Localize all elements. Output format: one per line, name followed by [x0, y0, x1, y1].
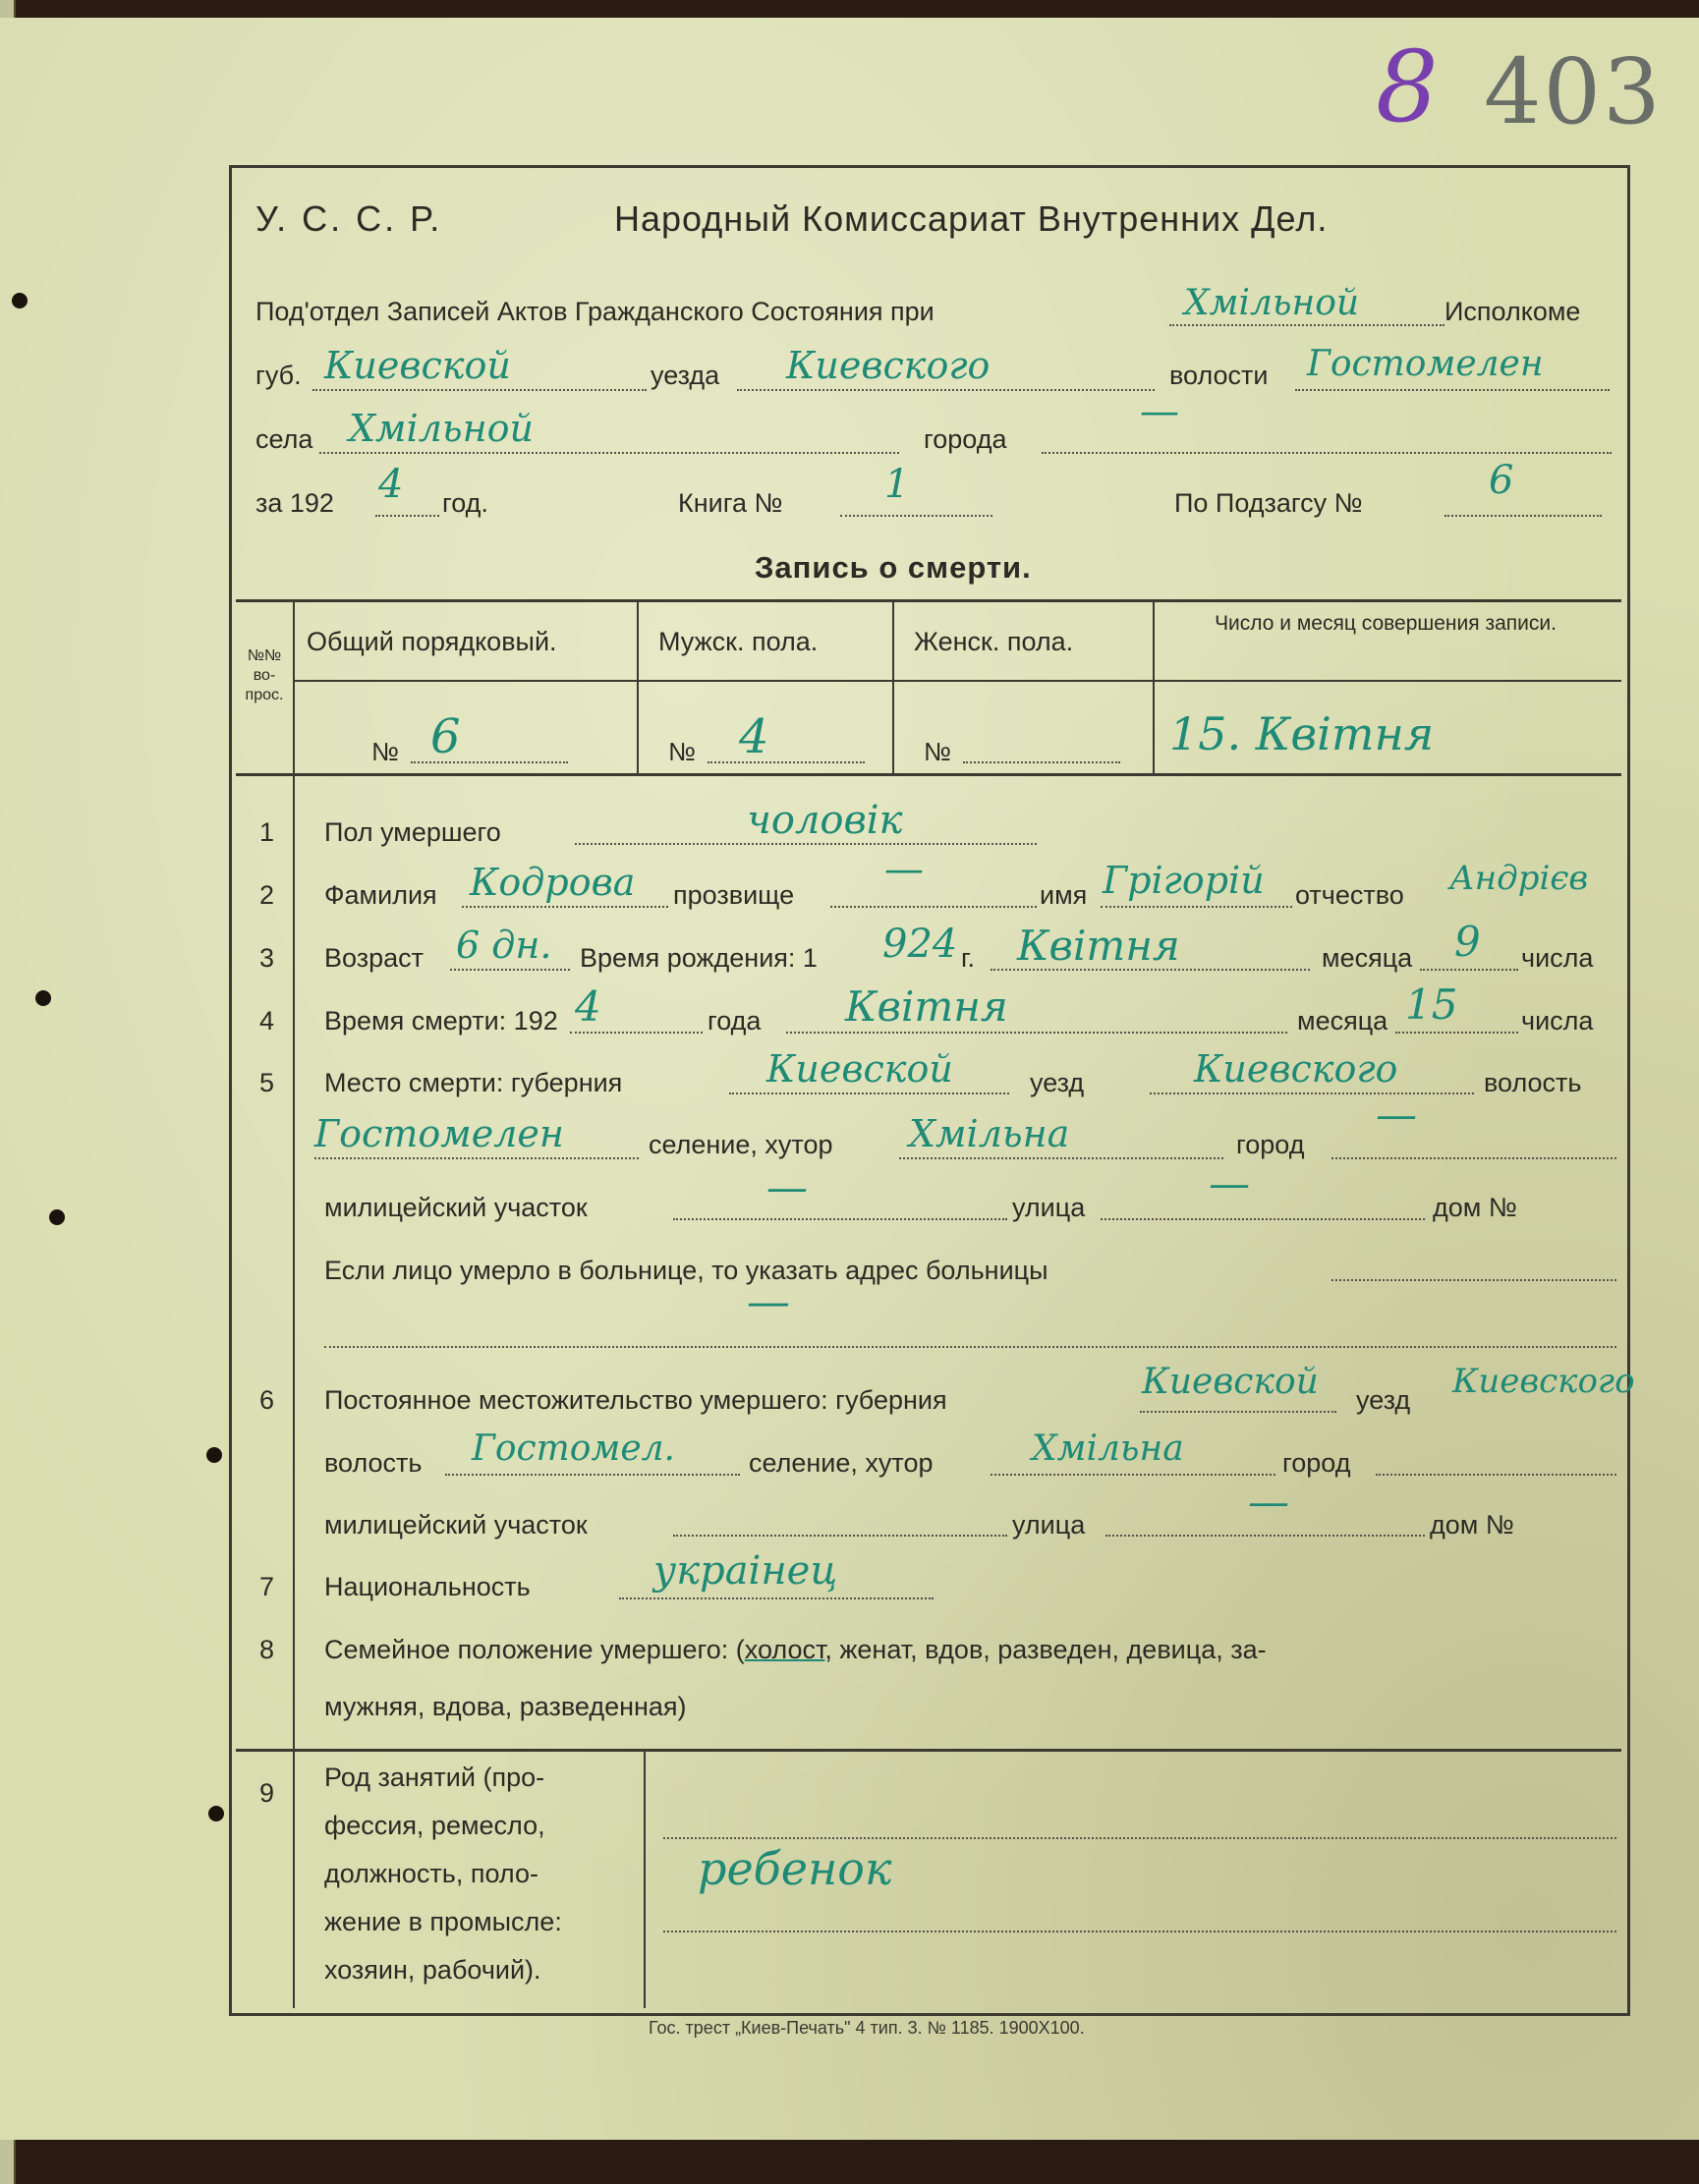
female-no-label: № — [924, 737, 951, 766]
row-number: 2 — [259, 880, 275, 910]
occupation-label-line: хозяин, рабочий). — [324, 1955, 541, 1985]
table-bottom-rule — [236, 773, 1621, 776]
res-house-label: дом № — [1430, 1510, 1514, 1540]
hospital-value: — — [747, 1277, 790, 1327]
col-nn-header: №№ во- прос. — [245, 647, 284, 703]
year-suffix: год. — [442, 488, 488, 518]
fill-line — [1150, 1092, 1474, 1094]
subsection-label: По Подзагсу № — [1174, 488, 1363, 518]
marital-status-line — [324, 1635, 1267, 1665]
fill-line — [963, 761, 1120, 763]
birth-g-label: г. — [961, 943, 976, 973]
col-total-header: Общий порядковый. — [307, 627, 557, 656]
patronymic-label: отчество — [1295, 880, 1404, 910]
fill-line — [450, 969, 570, 971]
fill-line — [673, 1535, 1007, 1537]
binding-hole — [35, 990, 51, 1006]
book-value: 1 — [884, 462, 910, 507]
birth-day: 9 — [1454, 918, 1481, 966]
surname-label: Фамилия — [324, 880, 437, 910]
fill-line — [786, 1032, 1287, 1034]
subdept-label: Под'отдел Записей Актов Гражданского Состояния при — [255, 297, 934, 326]
res-volost-label: волость — [324, 1448, 423, 1478]
fill-line — [991, 1474, 1275, 1476]
birth-label: Время рождения: 1 — [580, 943, 818, 973]
nationality-value: украінец — [653, 1548, 838, 1594]
fill-line — [1420, 969, 1518, 971]
row-number: 4 — [259, 1006, 275, 1036]
gorod-label: города — [924, 424, 1007, 454]
fill-line — [840, 515, 992, 517]
death-month: Квітня — [845, 982, 1008, 1031]
total-no-label: № — [371, 737, 399, 766]
volost-label: волость — [1484, 1068, 1582, 1097]
street-label: улица — [1012, 1193, 1086, 1222]
fill-line — [1169, 324, 1444, 326]
res-volost: Гостомел. — [472, 1428, 675, 1469]
res-city-label: город — [1282, 1448, 1351, 1478]
res-village-label: селение, хутор — [749, 1448, 934, 1478]
occupation-value: ребенок — [698, 1842, 892, 1895]
res-uezd-label: уезд — [1356, 1385, 1411, 1415]
row-number: 8 — [259, 1635, 275, 1664]
row-number: 1 — [259, 817, 275, 847]
fill-line — [1295, 389, 1610, 391]
fill-line — [729, 1092, 1009, 1094]
death-label: Время смерти: 192 — [324, 1006, 558, 1036]
fill-line — [375, 515, 439, 517]
total-value: 6 — [430, 709, 461, 764]
village-label: селение, хутор — [649, 1130, 833, 1159]
fill-line — [575, 843, 1037, 845]
residence-label: Постоянное местожительство умершего: губерния — [324, 1385, 947, 1415]
record-title: Запись о смерти. — [755, 550, 1032, 585]
nickname-value: — — [884, 847, 924, 892]
place-volost: Гостомелен — [314, 1112, 564, 1155]
uezd-label: уезда — [651, 361, 720, 390]
month-label: месяца — [1322, 943, 1413, 973]
marital-rest: , женат, вдов, разведен, девица, за- — [824, 1635, 1267, 1664]
table-col-divider — [637, 601, 639, 773]
militia-label: милицейский участок — [324, 1193, 588, 1222]
fill-line — [462, 906, 668, 908]
volost-value: Гостомелен — [1307, 344, 1544, 384]
fill-line — [445, 1474, 740, 1476]
col-female-header: Женск. пола. — [914, 627, 1074, 656]
fill-line — [619, 1597, 934, 1599]
birth-year: 924 — [882, 922, 958, 967]
res-street-value: — — [1248, 1478, 1289, 1526]
rows-num-divider — [293, 1751, 295, 2008]
day-label: числа — [1521, 943, 1594, 973]
table-header-rule — [295, 680, 1621, 682]
fill-line — [319, 452, 899, 454]
place-label: Место смерти: губерния — [324, 1068, 623, 1097]
occupation-label-line: должность, поло- — [324, 1859, 538, 1888]
male-value: 4 — [739, 709, 769, 764]
book-label: Книга № — [678, 488, 783, 518]
pencil-folio-number: 403 — [1484, 39, 1663, 144]
commissariat-title: Народный Комиссариат Внутренних Дел. — [614, 198, 1329, 239]
table-col-divider — [293, 601, 295, 773]
col-date-header: Число и месяц совершения записи. — [1215, 612, 1557, 635]
place-gub: Киевской — [766, 1047, 953, 1091]
fill-line — [899, 1157, 1223, 1159]
col-male-header: Мужск. пола. — [658, 627, 819, 656]
sex-value: чоловік — [747, 798, 903, 843]
fill-line — [1395, 1032, 1518, 1034]
subsection-value: 6 — [1489, 458, 1514, 503]
year-value: 4 — [378, 462, 404, 507]
res-gub: Киевской — [1142, 1362, 1319, 1402]
fill-line — [1140, 1411, 1336, 1413]
republic-title: У. С. С. Р. — [255, 198, 443, 239]
hospital-label: Если лицо умерло в больнице, то указать адрес больницы — [324, 1256, 1048, 1285]
age-value: 6 дн. — [456, 924, 552, 967]
occupation-top-rule — [236, 1749, 1621, 1752]
marital-label: Семейное положение умершего: ( — [324, 1635, 745, 1664]
fill-line — [324, 1346, 1616, 1348]
res-village: Хмільна — [1032, 1428, 1184, 1469]
occupation-label-line: Род занятий (про- — [324, 1763, 545, 1792]
fill-line — [663, 1837, 1616, 1839]
gorod-value: — — [1140, 389, 1179, 434]
row-number: 3 — [259, 943, 275, 973]
surname-value: Кодрова — [470, 861, 636, 904]
row-number: 5 — [259, 1068, 275, 1097]
res-uezd: Киевского — [1452, 1362, 1635, 1401]
res-street-label: улица — [1012, 1510, 1086, 1540]
marital-selected: холост — [744, 1635, 825, 1664]
nationality-label: Национальность — [324, 1572, 531, 1601]
uezd-label: уезд — [1030, 1068, 1085, 1097]
death-day: 15 — [1405, 980, 1458, 1029]
occupation-label-line: фессия, ремесло, — [324, 1811, 545, 1840]
fill-line — [1376, 1474, 1616, 1476]
fill-line — [1042, 452, 1612, 454]
uezd-value: Киевского — [786, 344, 991, 387]
fill-line — [312, 389, 647, 391]
fill-line — [1444, 515, 1602, 517]
binding-hole — [208, 1806, 224, 1821]
fill-line — [1101, 1218, 1425, 1220]
age-label: Возраст — [324, 943, 424, 973]
volost-label: волости — [1169, 361, 1269, 390]
fill-line — [663, 1931, 1616, 1932]
binding-hole — [12, 293, 28, 308]
place-uezd: Киевского — [1194, 1047, 1398, 1091]
rows-num-divider — [293, 776, 295, 1749]
fill-line — [673, 1218, 1007, 1220]
day-label: числа — [1521, 1006, 1594, 1036]
name-value: Грігорій — [1103, 859, 1265, 902]
date-value: 15. Квітня — [1169, 707, 1435, 760]
binding-hole — [206, 1447, 222, 1463]
fill-line — [737, 389, 1155, 391]
subdept-value: Хмільной — [1184, 283, 1360, 323]
fill-line — [1101, 906, 1292, 908]
gub-value: Киевской — [324, 344, 511, 387]
binding-hole — [49, 1209, 65, 1225]
res-militia-label: милицейский участок — [324, 1510, 588, 1540]
fill-line — [830, 906, 1037, 908]
table-top-rule — [236, 599, 1621, 602]
fill-line — [1105, 1535, 1425, 1537]
place-city: — — [1376, 1091, 1417, 1139]
year-prefix: за 192 — [255, 488, 334, 518]
marital-line2: мужняя, вдова, разведенная) — [324, 1692, 687, 1721]
ispolkom-label: Исполкоме — [1444, 297, 1581, 326]
occupation-divider — [644, 1751, 646, 2008]
sex-label: Пол умершего — [324, 817, 501, 847]
occupation-label-line: жение в промысле: — [324, 1907, 562, 1936]
month-label: месяца — [1297, 1006, 1388, 1036]
street-value: — — [1209, 1159, 1250, 1207]
row-number: 6 — [259, 1385, 275, 1415]
fill-line — [708, 761, 865, 763]
printer-imprint: Гос. трест „Киев-Печать" 4 тип. 3. № 1185. 1900Х100. — [649, 2018, 1085, 2038]
fill-line — [570, 1032, 703, 1034]
table-col-divider — [1153, 601, 1155, 773]
ink-folio-number: 8 — [1376, 29, 1439, 144]
city-label: город — [1236, 1130, 1305, 1159]
house-label: дом № — [1433, 1193, 1517, 1222]
selo-value: Хмільной — [349, 407, 534, 450]
table-col-divider — [892, 601, 894, 773]
gub-label: губ. — [255, 361, 302, 390]
death-year: 4 — [575, 982, 601, 1031]
place-village: Хмільна — [909, 1112, 1070, 1155]
nickname-label: прозвище — [673, 880, 795, 910]
row-number: 7 — [259, 1572, 275, 1601]
year-label: года — [708, 1006, 762, 1036]
row-number: 9 — [259, 1778, 275, 1808]
birth-month: Квітня — [1017, 922, 1180, 970]
fill-line — [1331, 1279, 1616, 1281]
patronymic-value: Андрієв — [1449, 859, 1589, 898]
fill-line — [314, 1157, 639, 1159]
militia-value: — — [766, 1163, 808, 1211]
fill-line — [1331, 1157, 1616, 1159]
name-label: имя — [1040, 880, 1088, 910]
male-no-label: № — [668, 737, 696, 766]
selo-label: села — [255, 424, 313, 454]
